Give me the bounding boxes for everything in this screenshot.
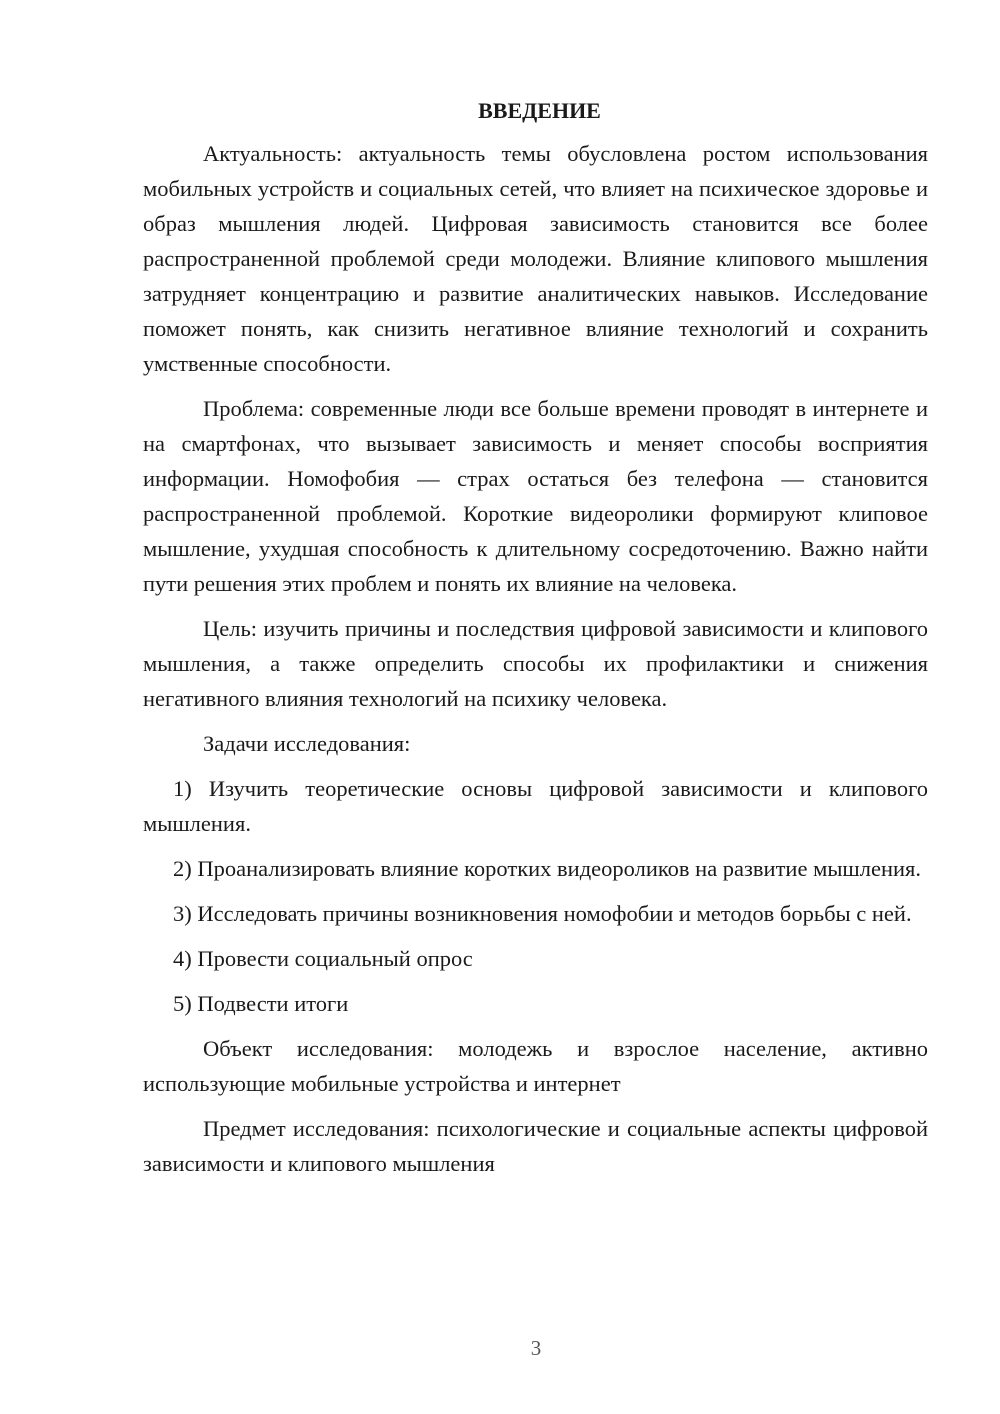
tasks-title: Задачи исследования: [203,731,411,756]
task-item: 4) Провести социальный опрос [173,946,473,971]
problem-paragraph: Проблема: современные люди все больше времени проводят в интернете и на смартфонах, что вызывает зависимость и меняет способы восприятия информации. Номофобия — страх остаться без телефона — становится распространенной проблемой. Короткие видеоролики формируют клиповое мышление, ухудшая способность к длительному сосредоточению. Важно найти пути решения этих проблем и понять их влияние на человека. [143,396,928,596]
section-heading: ВВЕДЕНИЕ [478,98,601,123]
subject-paragraph: Предмет исследования: психологические и социальные аспекты цифровой зависимости и клипового мышления [143,1116,928,1176]
task-item: 5) Подвести итоги [173,991,349,1016]
task-item: 2) Проанализировать влияние коротких видеороликов на развитие мышления. [173,856,922,881]
relevance-paragraph: Актуальность: актуальность темы обусловлена ростом использования мобильных устройств и социальных сетей, что влияет на психическое здоровье и образ мышления людей. Цифровая зависимость становится все более распространенной проблемой среди молодежи. Влияние клипового мышления затрудняет концентрацию и развитие аналитических навыков. Исследование поможет понять, как снизить негативное влияние технологий и сохранить умственные способности. [143,141,928,376]
task-item: 3) Исследовать причины возникновения номофобии и методов борьбы с ней. [173,901,912,926]
object-paragraph: Объект исследования: молодежь и взрослое население, активно использующие мобильные устройства и интернет [143,1036,928,1096]
task-item: 1) Изучить теоретические основы цифровой зависимости и клипового мышления. [143,776,928,836]
tasks-list [143,771,928,1021]
goal-paragraph: Цель: изучить причины и последствия цифровой зависимости и клипового мышления, а также определить способы их профилактики и снижения негативного влияния технологий на психику человека. [143,616,928,711]
document-page [143,96,928,1191]
page-number: 3 [530,1336,542,1360]
